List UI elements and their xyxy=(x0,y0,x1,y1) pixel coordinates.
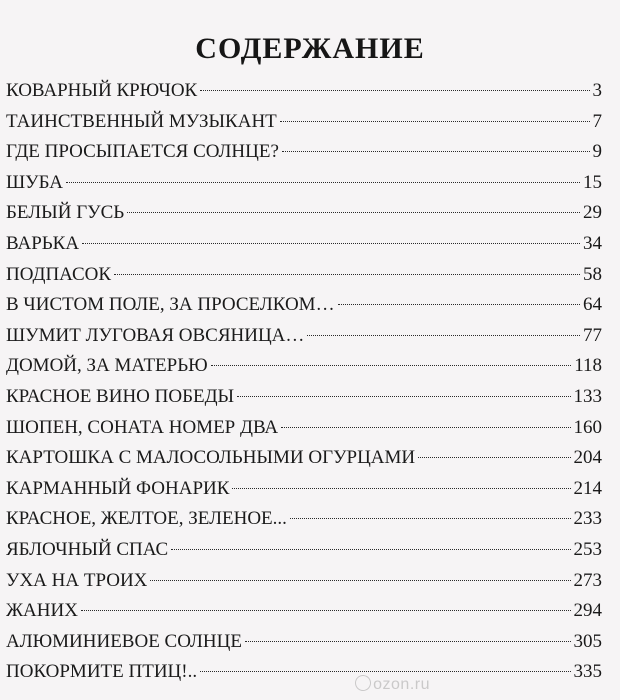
toc-entry xyxy=(6,535,602,566)
toc-entry-title: КРАСНОЕ, ЖЕЛТОЕ, ЗЕЛЕНОЕ... xyxy=(6,508,287,530)
dot-leader xyxy=(127,212,580,213)
dot-leader xyxy=(232,488,570,489)
toc-entry-page: 3 xyxy=(592,80,602,101)
toc-entry-page: 77 xyxy=(583,324,602,346)
toc-entry-page: 133 xyxy=(573,385,602,407)
toc-entry xyxy=(6,260,602,291)
toc-entry-page: 214 xyxy=(573,477,602,499)
toc-entry xyxy=(6,566,602,597)
dot-leader xyxy=(81,610,571,611)
toc-entry xyxy=(6,168,602,199)
toc-entry xyxy=(6,76,602,107)
toc-entry-page: 9 xyxy=(592,141,602,163)
toc-entry xyxy=(6,290,602,321)
toc-entry-page: 7 xyxy=(592,110,602,132)
toc-entry-page: 294 xyxy=(573,600,602,622)
ozon-logo-icon xyxy=(353,673,374,694)
toc-entry-page: 29 xyxy=(583,202,602,224)
toc-entry-title: ГДЕ ПРОСЫПАЕТСЯ СОЛНЦЕ? xyxy=(6,141,279,163)
toc-entry xyxy=(6,474,602,505)
watermark-text: ozon.ru xyxy=(373,676,430,693)
toc-entry-page: 233 xyxy=(573,508,602,530)
toc-entry xyxy=(6,627,602,658)
toc-entry-title: ПОКОРМИТЕ ПТИЦ!.. xyxy=(6,661,198,683)
dot-leader xyxy=(338,304,580,305)
toc-entry-title: ПОДПАСОК xyxy=(6,263,112,285)
dot-leader xyxy=(282,151,590,152)
toc-entry xyxy=(6,382,602,413)
dot-leader xyxy=(82,243,580,244)
toc-entry-page: 15 xyxy=(583,171,602,193)
dot-leader xyxy=(150,580,570,581)
toc-entry-title: ЯБЛОЧНЫЙ СПАС xyxy=(6,538,169,560)
toc-entry xyxy=(6,198,602,229)
toc-entry-page: 118 xyxy=(574,355,602,377)
toc-entry xyxy=(6,321,602,352)
dot-leader xyxy=(114,274,580,275)
toc-entry-page: 160 xyxy=(573,416,602,438)
toc-entry-page: 58 xyxy=(583,263,602,285)
toc-entry-page: 273 xyxy=(573,569,602,591)
page-title: СОДЕРЖАНИЕ xyxy=(195,32,425,65)
toc-entry xyxy=(6,596,602,627)
toc-entry-title: ТАИНСТВЕННЫЙ МУЗЫКАНТ xyxy=(6,110,277,132)
toc-entry-title: КАРТОШКА С МАЛОСОЛЬНЫМИ ОГУРЦАМИ xyxy=(6,447,416,469)
toc-entry-title: В ЧИСТОМ ПОЛЕ, ЗА ПРОСЕЛКОМ… xyxy=(6,294,335,316)
dot-leader xyxy=(211,365,572,366)
toc-entry xyxy=(6,443,602,474)
toc-entry xyxy=(6,107,602,138)
toc-entry-page: 335 xyxy=(573,661,602,683)
toc-entry xyxy=(6,657,602,688)
toc-entry-title: АЛЮМИНИЕВОЕ СОЛНЦЕ xyxy=(6,630,242,652)
watermark xyxy=(355,675,430,694)
toc-entry-page: 305 xyxy=(573,630,602,652)
toc-entry-title: КОВАРНЫЙ КРЮЧОК xyxy=(6,80,198,101)
dot-leader xyxy=(290,518,571,519)
toc-entry-page: 34 xyxy=(583,232,602,254)
toc-entry-title: БЕЛЫЙ ГУСЬ xyxy=(6,202,125,224)
toc-entry xyxy=(6,413,602,444)
dot-leader xyxy=(237,396,570,397)
toc-entry xyxy=(6,137,602,168)
toc-entry-title: КРАСНОЕ ВИНО ПОБЕДЫ xyxy=(6,385,235,407)
toc-entry-title: ШУМИТ ЛУГОВАЯ ОВСЯНИЦА… xyxy=(6,324,305,346)
toc-entry-title: КАРМАННЫЙ ФОНАРИК xyxy=(6,477,230,499)
toc-entry-title: ДОМОЙ, ЗА МАТЕРЬЮ xyxy=(6,355,208,377)
toc-entry-page: 204 xyxy=(573,447,602,469)
toc-entry-title: УХА НА ТРОИХ xyxy=(6,569,148,591)
toc-entry-title: ВАРЬКА xyxy=(6,232,80,254)
dot-leader xyxy=(418,457,570,458)
dot-leader xyxy=(245,641,571,642)
dot-leader xyxy=(307,335,580,336)
toc-entry-title: ЖАНИХ xyxy=(6,600,78,622)
toc-entry xyxy=(6,229,602,260)
toc-entry xyxy=(6,351,602,382)
toc-entry xyxy=(6,504,602,535)
table-of-contents xyxy=(6,76,602,688)
toc-entry-page: 64 xyxy=(583,294,602,316)
toc-entry-title: ШУБА xyxy=(6,171,63,193)
dot-leader xyxy=(200,90,589,91)
dot-leader xyxy=(281,427,570,428)
dot-leader xyxy=(200,671,570,672)
toc-entry-title: ШОПЕН, СОНАТА НОМЕР ДВА xyxy=(6,416,279,438)
toc-entry-page: 253 xyxy=(573,538,602,560)
dot-leader xyxy=(66,182,580,183)
dot-leader xyxy=(280,121,590,122)
dot-leader xyxy=(171,549,570,550)
